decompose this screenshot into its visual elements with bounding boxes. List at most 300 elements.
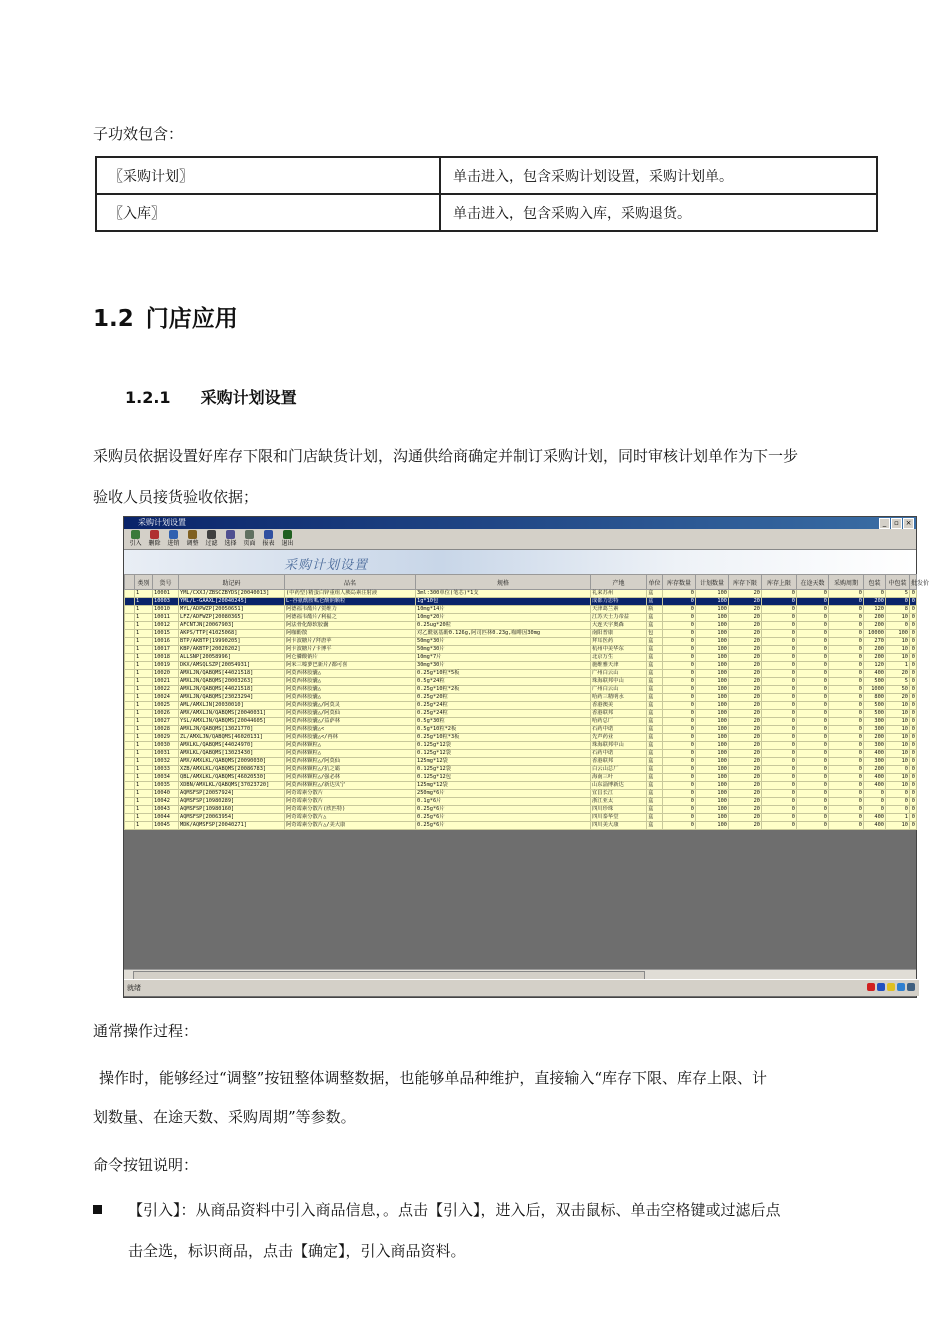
grid-cell[interactable]: 300: [864, 726, 886, 734]
grid-cell[interactable]: 0: [910, 798, 917, 806]
grid-cell[interactable]: 阿卡波糖片/拜唐苹: [285, 638, 416, 646]
grid-cell[interactable]: 0: [663, 766, 696, 774]
grid-cell[interactable]: 10019: [153, 662, 179, 670]
grid-cell[interactable]: 20: [729, 694, 762, 702]
grid-cell[interactable]: 10: [886, 718, 910, 726]
grid-cell[interactable]: 0: [762, 734, 797, 742]
grid-cell[interactable]: 0: [829, 702, 864, 710]
grid-cell[interactable]: 10026: [153, 710, 179, 718]
grid-cell[interactable]: BTP/AKBTP[19990205]: [179, 638, 285, 646]
grid-cell[interactable]: 20: [729, 670, 762, 678]
grid-cell[interactable]: (中药型)精蛋白锌重组人胰岛素注射液: [285, 590, 416, 598]
grid-cell[interactable]: 0: [829, 670, 864, 678]
column-header[interactable]: 包装: [864, 575, 886, 590]
grid-cell[interactable]: 0: [762, 822, 797, 830]
grid-cell[interactable]: 10016: [153, 638, 179, 646]
grid-cell[interactable]: AFCNTJN[20067903]: [179, 622, 285, 630]
grid-cell[interactable]: 0: [762, 590, 797, 598]
grid-cell[interactable]: 0: [910, 726, 917, 734]
grid-cell[interactable]: 500: [864, 678, 886, 686]
table-row[interactable]: [125, 622, 917, 630]
grid-cell[interactable]: 0: [663, 710, 696, 718]
grid-cell[interactable]: 0: [797, 750, 829, 758]
grid-cell[interactable]: 0: [829, 758, 864, 766]
grid-cell[interactable]: 盒: [647, 798, 663, 806]
grid-cell[interactable]: 400: [864, 750, 886, 758]
grid-cell[interactable]: 石药中诺: [591, 726, 647, 734]
grid-cell[interactable]: 0: [910, 822, 917, 830]
grid-cell[interactable]: 0: [663, 806, 696, 814]
table-row[interactable]: [125, 606, 917, 614]
grid-cell[interactable]: 1: [135, 806, 153, 814]
grid-cell[interactable]: 20: [729, 790, 762, 798]
grid-cell[interactable]: 0: [910, 678, 917, 686]
column-header[interactable]: 货号: [153, 575, 179, 590]
grid-cell[interactable]: 800: [864, 694, 886, 702]
grid-cell[interactable]: 120: [864, 606, 886, 614]
grid-cell[interactable]: 100: [696, 678, 729, 686]
grid-cell[interactable]: 50mg*30片: [416, 646, 591, 654]
grid-cell[interactable]: 100: [696, 590, 729, 598]
grid-cell[interactable]: 0: [829, 622, 864, 630]
grid-cell[interactable]: 阿莫西林胶囊△</再林: [285, 734, 416, 742]
grid-cell[interactable]: 阿莫西林胶囊△: [285, 678, 416, 686]
column-header[interactable]: 助记码: [179, 575, 285, 590]
grid-cell[interactable]: 0: [829, 646, 864, 654]
grid-cell[interactable]: 20: [729, 806, 762, 814]
grid-cell[interactable]: 20: [729, 822, 762, 830]
grid-cell[interactable]: 50mg*30片: [416, 638, 591, 646]
grid-cell[interactable]: 宜昌长江: [591, 790, 647, 798]
grid-cell[interactable]: 0: [797, 822, 829, 830]
grid-cell[interactable]: 珠海联邦中山: [591, 742, 647, 750]
toolbar-button-delete[interactable]: [146, 529, 163, 549]
grid-cell[interactable]: 阿莫西林颗粒△/新达贝宁: [285, 782, 416, 790]
grid-cell[interactable]: 20: [729, 686, 762, 694]
grid-cell[interactable]: 20: [886, 694, 910, 702]
grid-cell[interactable]: 盒: [647, 614, 663, 622]
grid-cell[interactable]: 哈药总厂: [591, 718, 647, 726]
grid-cell[interactable]: 20: [729, 614, 762, 622]
grid-cell[interactable]: 0: [797, 710, 829, 718]
grid-cell[interactable]: 0: [910, 598, 917, 606]
grid-cell[interactable]: 0: [762, 710, 797, 718]
grid-cell[interactable]: 盒: [647, 734, 663, 742]
grid-cell[interactable]: 10032: [153, 758, 179, 766]
grid-cell[interactable]: AMXLJN/QABQMS[44021518]: [179, 670, 285, 678]
grid-cell[interactable]: 0: [762, 758, 797, 766]
grid-cell[interactable]: 200: [864, 766, 886, 774]
table-row[interactable]: [125, 702, 917, 710]
grid-cell[interactable]: 0: [797, 638, 829, 646]
grid-cell[interactable]: 0: [663, 630, 696, 638]
grid-cell[interactable]: 20: [729, 598, 762, 606]
horizontal-scrollbar[interactable]: [124, 969, 916, 979]
grid-cell[interactable]: 1: [135, 654, 153, 662]
grid-cell[interactable]: 10044: [153, 814, 179, 822]
grid-cell[interactable]: YML/L-GAAXL[20040245]: [179, 598, 285, 606]
grid-cell[interactable]: 0: [910, 654, 917, 662]
grid-cell[interactable]: AMXLJN/QABQMS[44021518]: [179, 686, 285, 694]
grid-cell[interactable]: 0: [886, 598, 910, 606]
grid-cell[interactable]: 阿米三嗪萝巴新片/都可喜: [285, 662, 416, 670]
toolbar-button-report[interactable]: [260, 529, 277, 549]
grid-cell[interactable]: 0: [864, 790, 886, 798]
table-row[interactable]: [125, 734, 917, 742]
grid-cell[interactable]: 400: [864, 814, 886, 822]
grid-cell[interactable]: 0: [886, 806, 910, 814]
grid-cell[interactable]: 10: [886, 822, 910, 830]
grid-cell[interactable]: 广州白云山: [591, 686, 647, 694]
grid-cell[interactable]: 100: [696, 598, 729, 606]
grid-cell[interactable]: 0: [910, 662, 917, 670]
grid-cell[interactable]: 0: [829, 814, 864, 822]
grid-cell[interactable]: 100: [696, 790, 729, 798]
grid-cell[interactable]: 1: [886, 814, 910, 822]
grid-cell[interactable]: 10: [886, 614, 910, 622]
table-row[interactable]: [125, 742, 917, 750]
grid-cell[interactable]: 100: [886, 630, 910, 638]
grid-cell[interactable]: 0: [829, 606, 864, 614]
grid-cell[interactable]: 0: [797, 590, 829, 598]
grid-cell[interactable]: 阿莫西林胶囊△: [285, 670, 416, 678]
grid-cell[interactable]: 100: [696, 686, 729, 694]
grid-cell[interactable]: 20: [729, 782, 762, 790]
grid-cell[interactable]: 1: [135, 622, 153, 630]
grid-cell[interactable]: 1: [135, 606, 153, 614]
grid-cell[interactable]: 0: [829, 750, 864, 758]
grid-cell[interactable]: 10021: [153, 678, 179, 686]
table-row[interactable]: [125, 758, 917, 766]
grid-cell[interactable]: 10011: [153, 614, 179, 622]
grid-cell[interactable]: 0: [910, 806, 917, 814]
grid-cell[interactable]: 0: [663, 702, 696, 710]
toolbar-button-exit[interactable]: [279, 529, 296, 549]
grid-cell[interactable]: 20: [729, 590, 762, 598]
grid-cell[interactable]: 0: [829, 790, 864, 798]
grid-cell[interactable]: 四川美大康: [591, 822, 647, 830]
grid-cell[interactable]: 0: [829, 798, 864, 806]
grid-cell[interactable]: 10: [886, 774, 910, 782]
grid-cell[interactable]: 0: [829, 774, 864, 782]
grid-cell[interactable]: 1g*10包: [416, 598, 591, 606]
grid-cell[interactable]: 0: [910, 782, 917, 790]
grid-cell[interactable]: 0: [829, 678, 864, 686]
grid-cell[interactable]: XZB/AMXLKL/QABQMS[20086783]: [179, 766, 285, 774]
grid-cell[interactable]: 阿莫西林颗粒△: [285, 742, 416, 750]
grid-cell[interactable]: 阿莫西林胶囊△: [285, 694, 416, 702]
grid-cell[interactable]: 10015: [153, 630, 179, 638]
grid-cell[interactable]: 8: [886, 606, 910, 614]
grid-cell[interactable]: 0: [663, 614, 696, 622]
grid-cell[interactable]: 0: [762, 606, 797, 614]
grid-cell[interactable]: 阿莫西林胶囊△<: [285, 726, 416, 734]
grid-cell[interactable]: 0: [797, 718, 829, 726]
grid-cell[interactable]: 0: [762, 790, 797, 798]
column-header[interactable]: 库存下限: [729, 575, 762, 590]
grid-cell[interactable]: 0: [829, 806, 864, 814]
grid-cell[interactable]: YML/CXXJ/ZBSCZBYDS[20040013]: [179, 590, 285, 598]
grid-cell[interactable]: 0: [762, 598, 797, 606]
grid-cell[interactable]: 0: [762, 678, 797, 686]
grid-cell[interactable]: 10mg*7片: [416, 654, 591, 662]
grid-cell[interactable]: 阿德福韦酯片/贺维力: [285, 606, 416, 614]
grid-cell[interactable]: 10012: [153, 622, 179, 630]
ime-icon[interactable]: [867, 983, 875, 991]
grid-cell[interactable]: 1: [135, 814, 153, 822]
grid-cell[interactable]: 阿奇霉素分散片: [285, 790, 416, 798]
grid-cell[interactable]: 0: [797, 774, 829, 782]
grid-cell[interactable]: 10034: [153, 774, 179, 782]
grid-cell[interactable]: 阿奇霉素分散片△: [285, 814, 416, 822]
grid-cell[interactable]: 20: [729, 758, 762, 766]
grid-cell[interactable]: 20: [729, 750, 762, 758]
grid-cell[interactable]: 100: [696, 742, 729, 750]
grid-cell[interactable]: 0: [762, 630, 797, 638]
grid-cell[interactable]: 20: [729, 742, 762, 750]
grid-cell[interactable]: 100: [696, 726, 729, 734]
table-row[interactable]: [125, 646, 917, 654]
grid-cell[interactable]: 盒: [647, 718, 663, 726]
grid-cell[interactable]: AMXLJN/QABQMS[23023294]: [179, 694, 285, 702]
grid-cell[interactable]: 0: [663, 646, 696, 654]
grid-cell[interactable]: 1: [135, 686, 153, 694]
grid-cell[interactable]: 阿莫西林颗粒△: [285, 750, 416, 758]
grid-cell[interactable]: 10: [886, 654, 910, 662]
grid-cell[interactable]: XDBN/AMXLKL/QABQMS[37023720]: [179, 782, 285, 790]
grid-cell[interactable]: 0: [762, 622, 797, 630]
grid-cell[interactable]: 100: [696, 614, 729, 622]
grid-cell[interactable]: 10020: [153, 670, 179, 678]
grid-cell[interactable]: 5: [886, 590, 910, 598]
grid-cell[interactable]: 5: [886, 678, 910, 686]
grid-cell[interactable]: 0.5g*30粒: [416, 718, 591, 726]
grid-cell[interactable]: 100: [696, 782, 729, 790]
column-header[interactable]: 类别: [135, 575, 153, 590]
grid-cell[interactable]: 0: [663, 678, 696, 686]
grid-cell[interactable]: 20: [729, 798, 762, 806]
grid-cell[interactable]: AMXLKL/QABQMS[13023430]: [179, 750, 285, 758]
grid-cell[interactable]: 200: [864, 598, 886, 606]
grid-cell[interactable]: 0: [762, 662, 797, 670]
table-row[interactable]: [125, 750, 917, 758]
grid-cell[interactable]: 20: [729, 814, 762, 822]
grid-cell[interactable]: 0: [829, 654, 864, 662]
grid-cell[interactable]: 1: [135, 630, 153, 638]
table-row[interactable]: [125, 822, 917, 830]
grid-cell[interactable]: 0: [910, 614, 917, 622]
grid-cell[interactable]: 0: [663, 814, 696, 822]
grid-cell[interactable]: 10: [886, 758, 910, 766]
grid-cell[interactable]: 盒: [647, 766, 663, 774]
grid-cell[interactable]: 0: [663, 822, 696, 830]
grid-cell[interactable]: 盒: [647, 750, 663, 758]
grid-cell[interactable]: 0: [663, 726, 696, 734]
grid-cell[interactable]: 10: [886, 726, 910, 734]
grid-cell[interactable]: 0: [663, 638, 696, 646]
grid-cell[interactable]: 0: [910, 646, 917, 654]
grid-cell[interactable]: 香港联邦: [591, 758, 647, 766]
grid-cell[interactable]: 0: [910, 694, 917, 702]
grid-cell[interactable]: 0: [910, 774, 917, 782]
toolbar-button-flow[interactable]: [165, 529, 182, 549]
grid-cell[interactable]: 1: [135, 710, 153, 718]
grid-cell[interactable]: 阿莫西林颗粒△/强必林: [285, 774, 416, 782]
grid-cell[interactable]: KBP/AKBTP[20020202]: [179, 646, 285, 654]
grid-cell[interactable]: 0: [762, 798, 797, 806]
toolbar-button-filter[interactable]: [203, 529, 220, 549]
grid-cell[interactable]: 盒: [647, 622, 663, 630]
grid-cell[interactable]: 250mg*6片: [416, 790, 591, 798]
grid-cell[interactable]: 0.25g*6片: [416, 822, 591, 830]
toolbar-button-select[interactable]: [222, 529, 239, 549]
grid-cell[interactable]: 20: [729, 638, 762, 646]
table-row[interactable]: [125, 806, 917, 814]
grid-cell[interactable]: 200: [864, 654, 886, 662]
grid-cell[interactable]: 20: [729, 678, 762, 686]
grid-cell[interactable]: 0: [829, 822, 864, 830]
grid-cell[interactable]: 0: [910, 718, 917, 726]
grid-cell[interactable]: 100: [696, 718, 729, 726]
grid-cell[interactable]: 盒: [647, 694, 663, 702]
grid-cell[interactable]: 0: [829, 630, 864, 638]
grid-cell[interactable]: 10: [886, 742, 910, 750]
toolbar-button-page[interactable]: [241, 529, 258, 549]
toolbar-button-import[interactable]: [127, 529, 144, 549]
grid-cell[interactable]: AQMSFSP[20063954]: [179, 814, 285, 822]
grid-cell[interactable]: 阿莫西林胶囊△/阿莫灵: [285, 702, 416, 710]
grid-cell[interactable]: 阿卡波糖片/卡博平: [285, 646, 416, 654]
restore-icon[interactable]: ▫: [891, 518, 902, 529]
grid-cell[interactable]: 1: [135, 614, 153, 622]
grid-cell[interactable]: 0: [910, 766, 917, 774]
grid-cell[interactable]: 0: [762, 702, 797, 710]
grid-cell[interactable]: 10022: [153, 686, 179, 694]
grid-cell[interactable]: 100: [696, 814, 729, 822]
grid-cell[interactable]: 10010: [153, 606, 179, 614]
grid-cell[interactable]: 0: [886, 622, 910, 630]
grid-cell[interactable]: 100: [696, 694, 729, 702]
grid-cell[interactable]: 20: [729, 766, 762, 774]
column-header[interactable]: 批发价: [910, 575, 917, 590]
grid-cell[interactable]: 0: [910, 790, 917, 798]
grid-cell[interactable]: 125mg*12袋: [416, 782, 591, 790]
grid-cell[interactable]: 1: [135, 758, 153, 766]
grid-cell[interactable]: 天津葛兰素: [591, 606, 647, 614]
grid-cell[interactable]: 0: [663, 798, 696, 806]
grid-cell[interactable]: 10: [886, 710, 910, 718]
grid-cell[interactable]: 0: [910, 742, 917, 750]
grid-cell[interactable]: 100: [696, 710, 729, 718]
grid-cell[interactable]: 100: [696, 630, 729, 638]
column-header[interactable]: 库存数量: [663, 575, 696, 590]
table-row[interactable]: [125, 790, 917, 798]
grid-cell[interactable]: 10017: [153, 646, 179, 654]
grid-cell[interactable]: YSL/AMXLJN/QABQMS[20044605]: [179, 718, 285, 726]
grid-cell[interactable]: 0: [762, 782, 797, 790]
grid-cell[interactable]: 1000: [864, 686, 886, 694]
grid-cell[interactable]: 0: [910, 630, 917, 638]
grid-cell[interactable]: 10001: [153, 590, 179, 598]
grid-cell[interactable]: AMXLJN/QABQMS[20003263]: [179, 678, 285, 686]
column-header[interactable]: 库存上限: [762, 575, 797, 590]
grid-cell[interactable]: 石药中诺: [591, 750, 647, 758]
grid-cell[interactable]: LFZ/ADFWZP[20080365]: [179, 614, 285, 622]
grid-cell[interactable]: 10: [886, 750, 910, 758]
grid-cell[interactable]: 1: [135, 702, 153, 710]
table-row[interactable]: [125, 614, 917, 622]
column-header[interactable]: 计划数量: [696, 575, 729, 590]
grid-cell[interactable]: 0: [797, 670, 829, 678]
grid-cell[interactable]: 0: [663, 718, 696, 726]
grid-cell[interactable]: 0.125g*12袋: [416, 750, 591, 758]
grid-cell[interactable]: 1: [135, 718, 153, 726]
table-row[interactable]: [125, 726, 917, 734]
grid-cell[interactable]: 盒: [647, 758, 663, 766]
grid-cell[interactable]: 0: [663, 670, 696, 678]
grid-cell[interactable]: 阿奇霉素分散片△/美大康: [285, 822, 416, 830]
grid-cell[interactable]: 1: [135, 598, 153, 606]
grid-cell[interactable]: L-谷氨酰胺呱仑酸钠颗粒: [285, 598, 416, 606]
grid-cell[interactable]: 0: [910, 814, 917, 822]
grid-cell[interactable]: 0: [663, 694, 696, 702]
moon-icon[interactable]: [887, 983, 895, 991]
grid-cell[interactable]: 0: [910, 606, 917, 614]
grid-cell[interactable]: 1: [135, 782, 153, 790]
grid-cell[interactable]: 0: [762, 750, 797, 758]
grid-cell[interactable]: 0: [663, 598, 696, 606]
grid-cell[interactable]: 0.25ug*20粒: [416, 622, 591, 630]
grid-cell[interactable]: 10024: [153, 694, 179, 702]
grid-cell[interactable]: 0.25g*24粒: [416, 710, 591, 718]
column-header[interactable]: 品名: [285, 575, 416, 590]
minimize-icon[interactable]: _: [879, 518, 890, 529]
grid-cell[interactable]: 1: [135, 662, 153, 670]
grid-cell[interactable]: 盒: [647, 654, 663, 662]
grid-cell[interactable]: 0: [829, 614, 864, 622]
table-row[interactable]: [125, 590, 917, 598]
grid-cell[interactable]: 盒: [647, 646, 663, 654]
grid-cell[interactable]: 0: [797, 694, 829, 702]
grid-cell[interactable]: 20: [729, 606, 762, 614]
grid-cell[interactable]: 10000: [864, 630, 886, 638]
column-header[interactable]: 产地: [591, 575, 647, 590]
grid-cell[interactable]: 0: [797, 646, 829, 654]
grid-cell[interactable]: 0: [797, 782, 829, 790]
grid-cell[interactable]: 0: [797, 606, 829, 614]
grid-cell[interactable]: 阿莫西林胶囊△/阿莫仙: [285, 710, 416, 718]
grid-cell[interactable]: 10030: [153, 742, 179, 750]
grid-cell[interactable]: 0.25g*10粒*3板: [416, 734, 591, 742]
grid-cell[interactable]: MYL/ADPWZP[20050651]: [179, 606, 285, 614]
grid-cell[interactable]: 大连天宇奥森: [591, 622, 647, 630]
grid-cell[interactable]: 0: [829, 734, 864, 742]
grid-cell[interactable]: 10mg*14片: [416, 606, 591, 614]
grid-cell[interactable]: 盒: [647, 702, 663, 710]
grid-cell[interactable]: 0: [829, 598, 864, 606]
grid-cell[interactable]: 0: [886, 798, 910, 806]
grid-cell[interactable]: 0: [886, 766, 910, 774]
table-row[interactable]: [125, 598, 917, 606]
grid-cell[interactable]: 北京万生: [591, 654, 647, 662]
table-row[interactable]: [125, 782, 917, 790]
grid-cell[interactable]: 10035: [153, 782, 179, 790]
grid-cell[interactable]: 香港联邦: [591, 710, 647, 718]
grid-cell[interactable]: 盒: [647, 790, 663, 798]
grid-cell[interactable]: 0.125g*12袋: [416, 742, 591, 750]
grid-cell[interactable]: 120: [864, 662, 886, 670]
grid-cell[interactable]: 0: [663, 758, 696, 766]
